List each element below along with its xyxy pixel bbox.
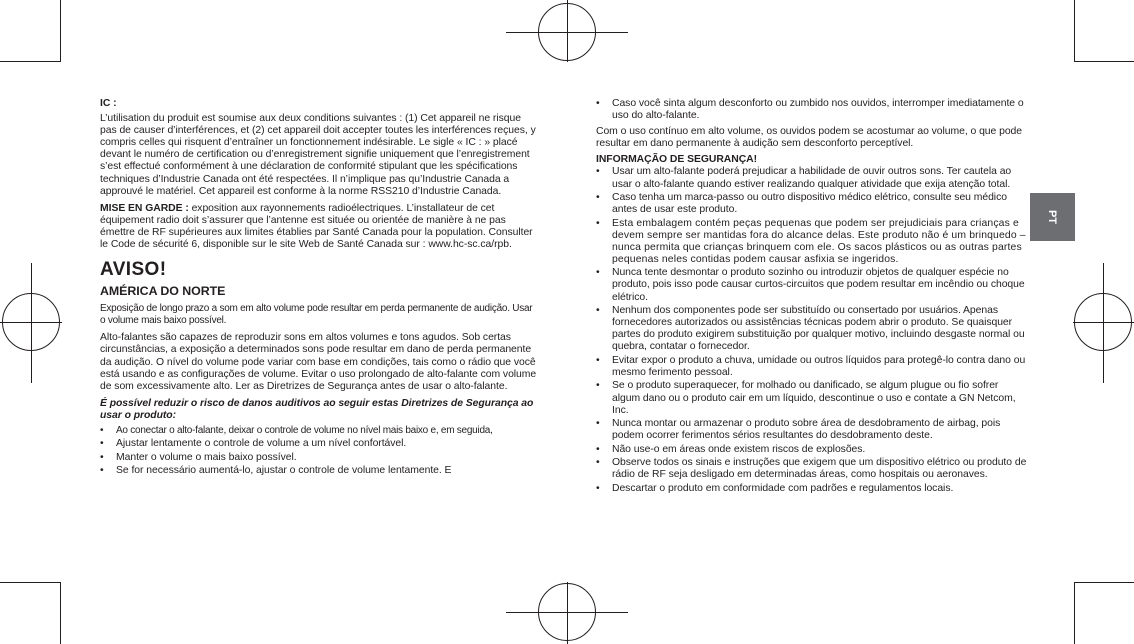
- list-item: • Não use-o em áreas onde existem riscos de explosões.: [596, 444, 1028, 456]
- list-item: • Ajustar lentamente o controle de volume a um nível confortável.: [100, 438, 537, 450]
- guidelines-list: [100, 425, 537, 478]
- discomfort-list: [596, 98, 1028, 122]
- right-column: [596, 98, 1028, 496]
- ic-paragraph: L’utilisation du produit est soumise aux deux conditions suivantes : (1) Cet appareil ne risque pas de causer d’interférences, et (2) cet appareil doit accepter toutes les interférences reçues, y compris celles qui risquent d’entraîner un fonctionnement indésirable. Le sigle « IC : » placé devant le numéro de certification ou d’enregistrement signifie uniquement que l’enregistrement s’est effectué conformément à une déclaration de conformité stipulant que les spécifications techniques d’Industrie Canada ont été respectées. Il n’implique pas qu’Industrie Canada a approuvé le matériel. Cet appareil est conforme à la norme RSS210 d’Industrie Canada.: [100, 113, 536, 197]
- mise-en-garde-paragraph: [100, 203, 537, 251]
- ic-label: IC :: [100, 98, 117, 109]
- reduce-risk-heading: É possível reduzir o risco de danos auditivos ao seguir estas Diretrizes de Segurança ao usar o produto:: [100, 397, 534, 421]
- language-tab-label: PT: [1046, 209, 1059, 225]
- list-item: • Esta embalagem contém peças pequenas que podem ser prejudiciais para crianças e devem sempre ser mantidas fora do alcance delas. Este produto não é um brinquedo – nunca permita que crianças brinquem com ele. Os sacos plásticos ou as outras partes pequenas neles contidas podem causar asfixia se ingeridos.: [596, 218, 1028, 266]
- aviso-heading: AVISO!: [100, 259, 167, 281]
- list-item: • Nunca tente desmontar o produto sozinho ou introduzir objetos de qualquer espécie no produto, pois isso pode causar curtos-circuitos que podem resultar em incêndio ou choque elétrico.: [596, 267, 1028, 303]
- crop-mark: [0, 61, 60, 62]
- exposure-warning: Exposição de longo prazo a som em alto volume pode resultar em perda permanente de audição. Usar o volume mais baixo possível.: [100, 303, 533, 327]
- safety-list: [596, 166, 1028, 494]
- list-item: • Usar um alto-falante poderá prejudicar a habilidade de ouvir outros sons. Ter cautela ao usar o alto-falante quando estiver realizando qualquer atividade que exija atenção total.: [596, 166, 1028, 190]
- list-item: • Ao conectar o alto-falante, deixar o controle de volume no nível mais baixo e, em seguida,: [100, 425, 537, 437]
- list-item: • Manter o volume o mais baixo possível.: [100, 452, 537, 464]
- list-item: • Se for necessário aumentá-lo, ajustar o controle de volume lentamente. E: [100, 465, 537, 477]
- crop-mark: [1075, 582, 1134, 583]
- safety-heading: INFORMAÇÃO DE SEGURANÇA!: [596, 154, 758, 166]
- crop-mark: [0, 582, 60, 583]
- crop-mark: [1074, 0, 1075, 62]
- mise-en-garde-text: exposition aux rayonnements radioélectriques. L’installateur de cet équipement radio doit s’assurer que l’antenne est située ou orientée de manière à ne pas émettre de RF supérieures aux limites établies par Santé Canada pour la population. Consulter le Code de sécurité 6, disponible sur le site Web de Santé Canada sur : www.hc-sc.ca/rpb.: [100, 202, 533, 251]
- crop-mark: [1075, 61, 1134, 62]
- crop-mark: [60, 582, 61, 644]
- language-tab-pt: [1030, 193, 1075, 241]
- list-item: • Observe todos os sinais e instruções que exigem que um dispositivo elétrico ou produto de rádio de RF seja desligado em determinadas áreas, como hospitais ou aeronaves.: [596, 457, 1028, 481]
- left-column: [100, 98, 537, 479]
- list-item: • Caso tenha um marca-passo ou outro dispositivo médico elétrico, consulte seu médico antes de usar este produto.: [596, 192, 1028, 216]
- speakers-paragraph: Alto-falantes são capazes de reproduzir sons em altos volumes e tons agudos. Sob certas circunstâncias, a exposição a determinados sons pode resultar em dano de perda permanente da audição. O nível do volume pode variar com base em condições, tais como o rádio que você está usando e as configurações de volume. Evitar o uso prolongado de alto-falante com volume de som excessivamente alto. Ler as Diretrizes de Segurança antes de usar o alto-falante.: [100, 332, 537, 392]
- list-item: • Caso você sinta algum desconforto ou zumbido nos ouvidos, interromper imediatamente o uso do alto-falante.: [596, 98, 1028, 122]
- continuous-use-paragraph: Com o uso contínuo em alto volume, os ouvidos podem se acostumar ao volume, o que pode resultar em dano permanente à audição sem desconforto perceptível.: [596, 126, 1023, 150]
- region-heading: AMÉRICA DO NORTE: [100, 284, 226, 299]
- list-item: • Nunca montar ou armazenar o produto sobre área de desdobramento de airbag, pois podem ocorrer ferimentos sérios resultantes do desdobramento deste.: [596, 418, 1028, 442]
- mise-en-garde-label: MISE EN GARDE :: [100, 202, 189, 214]
- list-item: • Descartar o produto em conformidade com padrões e regulamentos locais.: [596, 483, 1028, 495]
- list-item: • Nenhum dos componentes pode ser substituído ou consertado por usuários. Apenas fornecedores autorizados ou assistências técnicas podem abrir o produto. Se quaisquer partes do produto exigirem substituição por qualquer motivo, incluindo desgaste normal ou quebra, contatar o fornecedor.: [596, 305, 1028, 353]
- list-item: • Evitar expor o produto a chuva, umidade ou outros líquidos para protegê-lo contra dano ou mesmo ferimento pessoal.: [596, 355, 1028, 379]
- crop-mark: [60, 0, 61, 62]
- crop-mark: [1074, 582, 1075, 644]
- list-item: • Se o produto superaquecer, for molhado ou danificado, se algum plugue ou fio sofrer algum dano ou o produto cair em um líquido, descontinue o uso e contate a GN Netcom, Inc.: [596, 380, 1028, 416]
